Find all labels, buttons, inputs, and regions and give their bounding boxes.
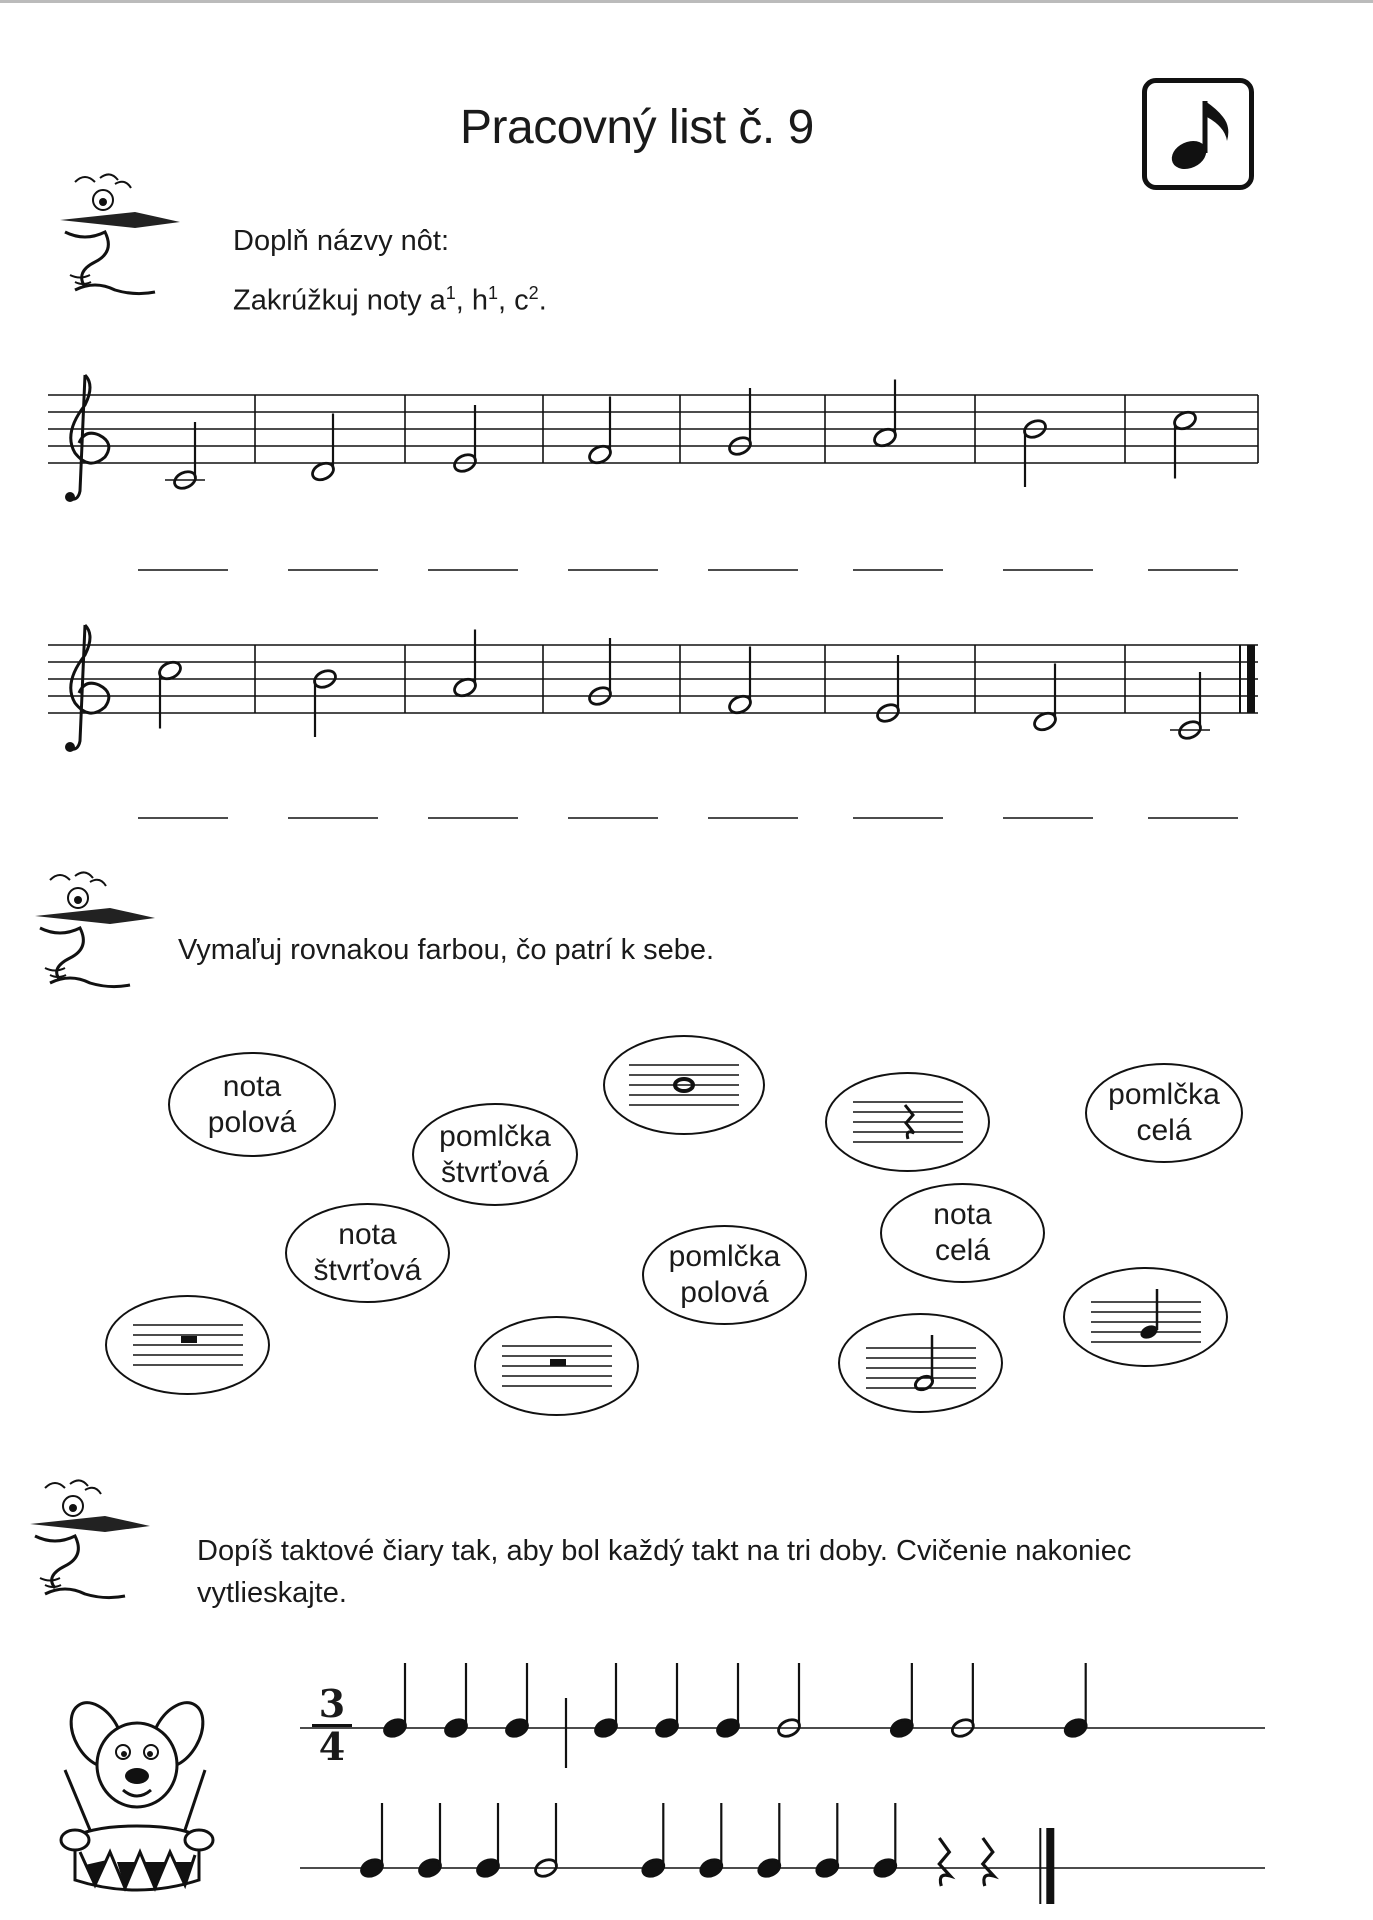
time-signature-bottom: 4 — [318, 1724, 346, 1769]
half-note-a1 — [872, 380, 898, 449]
half-note-h1 — [312, 668, 338, 737]
bubble-text: pomlčka — [439, 1119, 551, 1153]
bubble-whole-note-staff[interactable] — [603, 1035, 765, 1135]
bubble-quarter-rest-staff[interactable] — [825, 1072, 990, 1172]
bubble-pomlcka-cela[interactable] — [1085, 1063, 1243, 1163]
bubble-text: nota — [338, 1218, 397, 1251]
time-signature-top: 3 — [318, 1681, 346, 1726]
answer-lines-row-1 — [130, 560, 1250, 580]
pencil-dog-mascot-icon — [30, 868, 160, 1003]
staff-ascending — [40, 370, 1270, 520]
superscript: 2 — [528, 283, 539, 303]
bubble-whole-rest-staff[interactable] — [105, 1295, 270, 1395]
scan-top-edge — [0, 0, 1373, 3]
quarter-note — [698, 1803, 724, 1879]
bubble-nota-polova[interactable] — [168, 1052, 336, 1157]
quarter-note — [475, 1803, 501, 1879]
bubble-text: celá — [1136, 1114, 1192, 1147]
quarter-note — [417, 1803, 443, 1879]
superscript: 1 — [488, 283, 499, 303]
instruction-text: , h — [455, 284, 489, 317]
bubble-half-note-staff[interactable] — [838, 1313, 1003, 1413]
half-note-e1 — [452, 405, 478, 474]
treble-clef-icon — [65, 625, 109, 752]
bubble-text: polová — [207, 1105, 297, 1139]
quarter-note — [443, 1663, 469, 1739]
page-title: Pracovný list č. 9 — [460, 101, 814, 154]
quarter-note — [504, 1663, 530, 1739]
half-note-e1 — [875, 655, 901, 724]
half-note-c2 — [157, 659, 183, 728]
quarter-note — [756, 1803, 782, 1879]
instruction-fill-names: Doplň názvy nôt: — [233, 225, 450, 257]
instruction-text: Zakrúžkuj noty a — [233, 284, 446, 317]
bubble-text: pomlčka — [668, 1240, 781, 1273]
instruction-circle-notes — [233, 283, 547, 318]
quarter-note — [715, 1663, 741, 1739]
quarter-note — [654, 1663, 680, 1739]
final-bar-line — [1247, 645, 1255, 713]
quarter-note — [593, 1663, 619, 1739]
quarter-note — [359, 1803, 385, 1879]
half-note-d1 — [310, 414, 336, 483]
bubble-text: nota — [933, 1198, 992, 1231]
quarter-note — [889, 1663, 915, 1739]
quarter-note — [872, 1803, 898, 1879]
bubble-nota-cela[interactable] — [880, 1183, 1045, 1283]
instruction-color-match: Vymaľuj rovnakou farbou, čo patrí k sebe. — [178, 934, 715, 966]
staff-descending — [40, 620, 1270, 770]
half-note-f1 — [587, 397, 613, 466]
bubble-pomlcka-stvrtova[interactable] — [412, 1103, 578, 1206]
quarter-rest-icon — [939, 1838, 950, 1886]
bubble-quarter-note-staff[interactable] — [1063, 1267, 1228, 1367]
rhythm-line-2 — [300, 1780, 1270, 1910]
pencil-dog-mascot-icon — [55, 170, 185, 315]
bubble-pomlcka-polova[interactable] — [642, 1225, 807, 1325]
instruction-text: . — [538, 284, 547, 317]
quarter-note — [640, 1803, 666, 1879]
half-note-d1 — [1032, 664, 1058, 733]
drum-dog-icon — [45, 1690, 225, 1900]
answer-lines-row-2 — [130, 808, 1250, 828]
half-note-g1 — [587, 638, 613, 707]
quarter-rest-icon — [983, 1838, 994, 1886]
rhythm-line-1 — [300, 1640, 1270, 1770]
bubble-text: pomlčka — [1108, 1078, 1220, 1111]
quarter-note — [814, 1803, 840, 1879]
bubble-half-rest-staff[interactable] — [474, 1316, 639, 1416]
quarter-note — [382, 1663, 408, 1739]
instruction-text: vytlieskajte. — [197, 1577, 347, 1609]
quarter-note — [1063, 1663, 1089, 1739]
final-bar-line — [1046, 1828, 1054, 1904]
half-note-f1 — [727, 647, 753, 716]
bubble-text: nota — [222, 1069, 282, 1103]
bubble-text: štvrťová — [313, 1254, 422, 1287]
half-note-c1 — [165, 422, 205, 491]
instruction-bar-lines — [197, 1530, 1317, 1614]
half-note-h1 — [1022, 418, 1048, 487]
instruction-text: , c — [498, 284, 529, 317]
bubble-nota-stvrtova[interactable] — [285, 1203, 450, 1303]
eighth-note-icon — [1142, 78, 1254, 190]
bubble-text: celá — [934, 1234, 991, 1267]
instruction-text: Dopíš taktové čiary tak, aby bol každý takt na tri doby. Cvičenie nakoniec — [197, 1535, 1132, 1567]
bubble-text: polová — [680, 1276, 769, 1309]
bubble-text: štvrťová — [441, 1155, 549, 1189]
half-note-g1 — [727, 388, 753, 457]
half-note-c1 — [1170, 672, 1210, 741]
half-note-c2 — [1172, 409, 1198, 478]
superscript: 1 — [445, 283, 456, 303]
half-note-a1 — [452, 630, 478, 699]
treble-clef-icon — [65, 375, 109, 502]
pencil-dog-mascot-icon — [25, 1476, 155, 1616]
